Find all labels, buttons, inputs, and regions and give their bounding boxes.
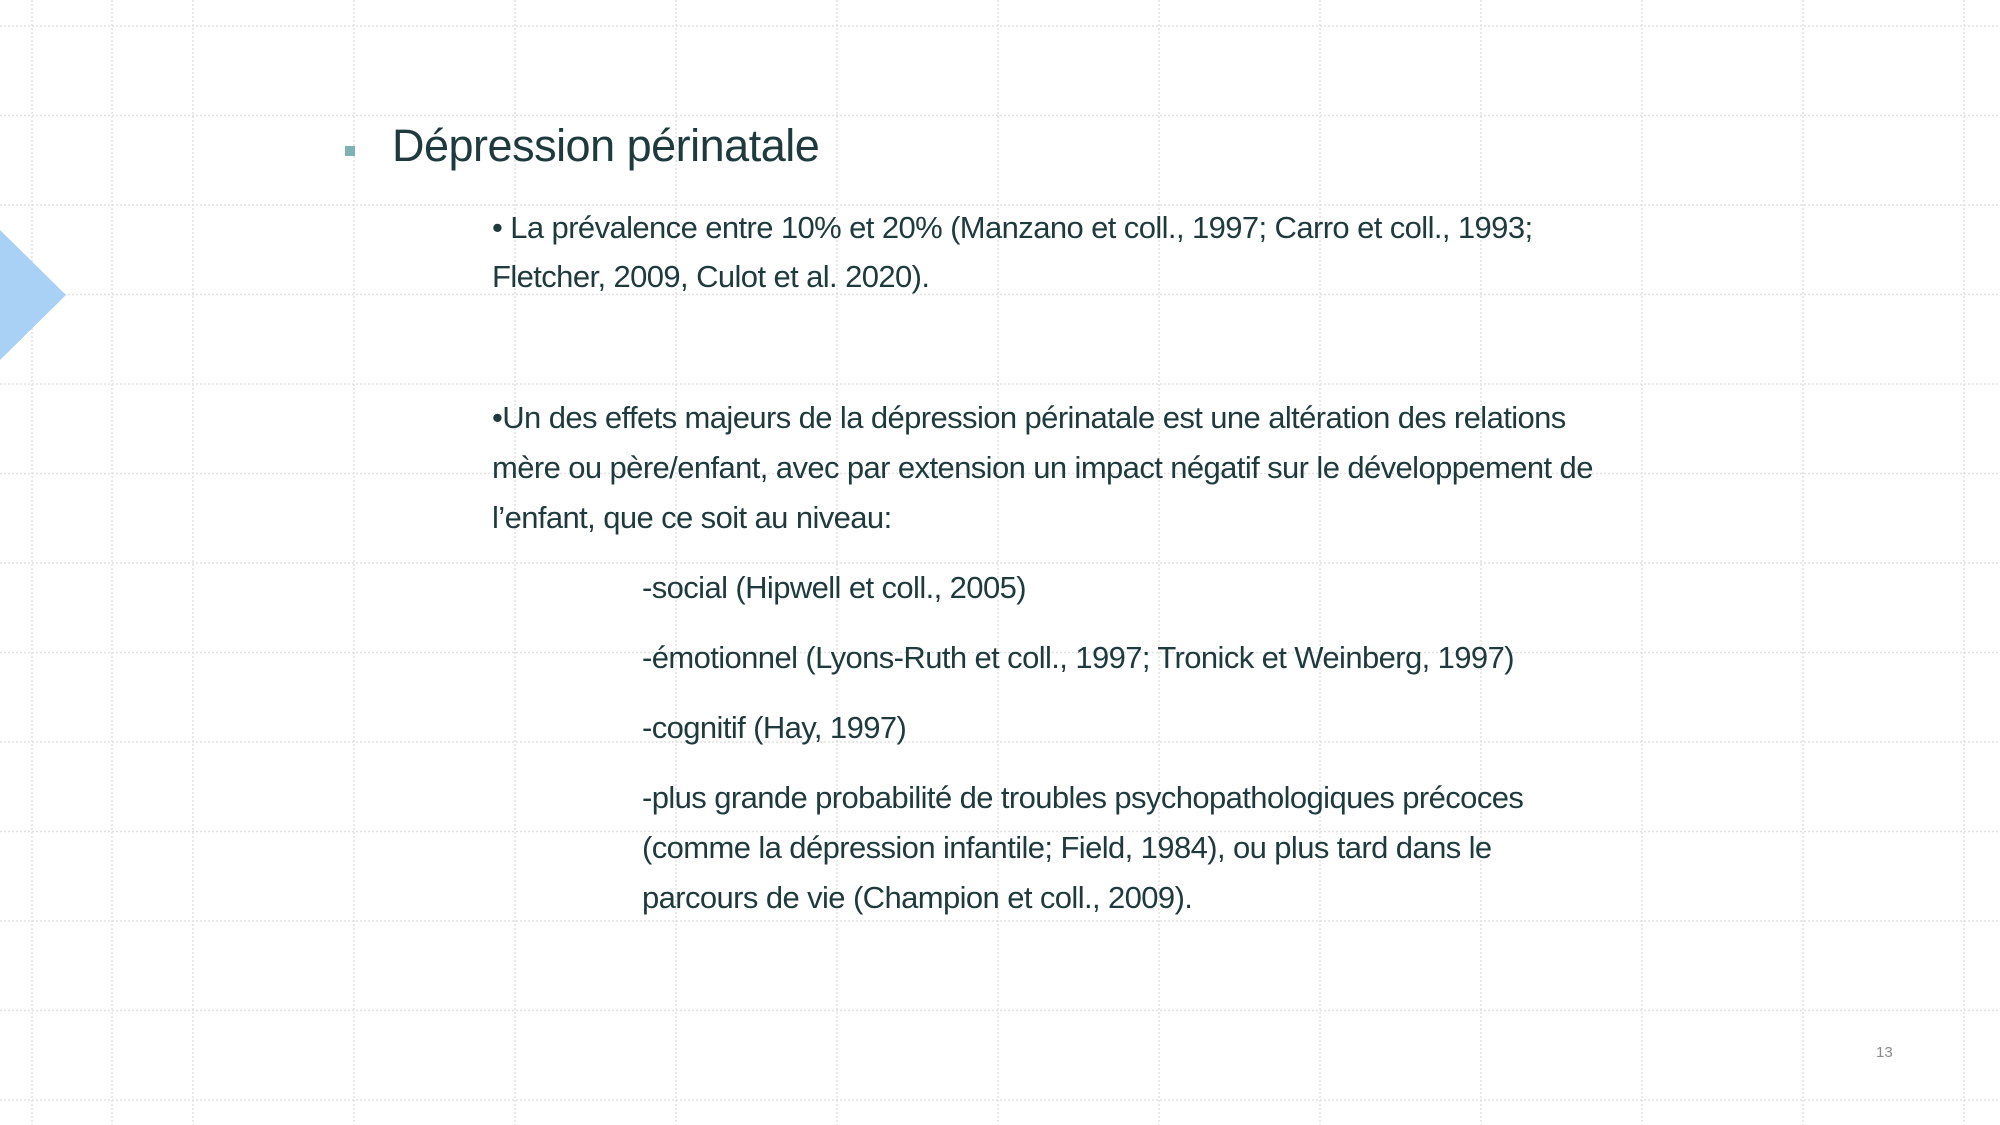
- subitem-psychopathology: -plus grande probabilité de troubles psychopathologiques précoces: [642, 780, 1524, 815]
- bullet-effects-line: •Un des effets majeurs de la dépression périnatale est une altération des relations: [492, 400, 1566, 435]
- subitem-psychopathology: parcours de vie (Champion et coll., 2009).: [642, 880, 1193, 915]
- page-number: 13: [1876, 1044, 1893, 1061]
- subitem-emotional: -émotionnel (Lyons-Ruth et coll., 1997; Tronick et Weinberg, 1997): [642, 640, 1514, 675]
- subitem-cognitive: -cognitif (Hay, 1997): [642, 710, 907, 745]
- bullet-effects-line: l’enfant, que ce soit au niveau:: [492, 500, 892, 535]
- title-bullet-icon: [345, 146, 355, 156]
- subitem-psychopathology: (comme la dépression infantile; Field, 1984), ou plus tard dans le: [642, 830, 1492, 865]
- slide-title: Dépression périnatale: [392, 120, 820, 171]
- bullet-effects-line: mère ou père/enfant, avec par extension un impact négatif sur le développement de: [492, 450, 1593, 485]
- subitem-social: -social (Hipwell et coll., 2005): [642, 570, 1026, 605]
- decorative-triangle: [0, 230, 66, 360]
- bullet-prevalence-line: Fletcher, 2009, Culot et al. 2020).: [492, 259, 930, 294]
- bullet-prevalence-line: • La prévalence entre 10% et 20% (Manzano et coll., 1997; Carro et coll., 1993;: [492, 210, 1533, 245]
